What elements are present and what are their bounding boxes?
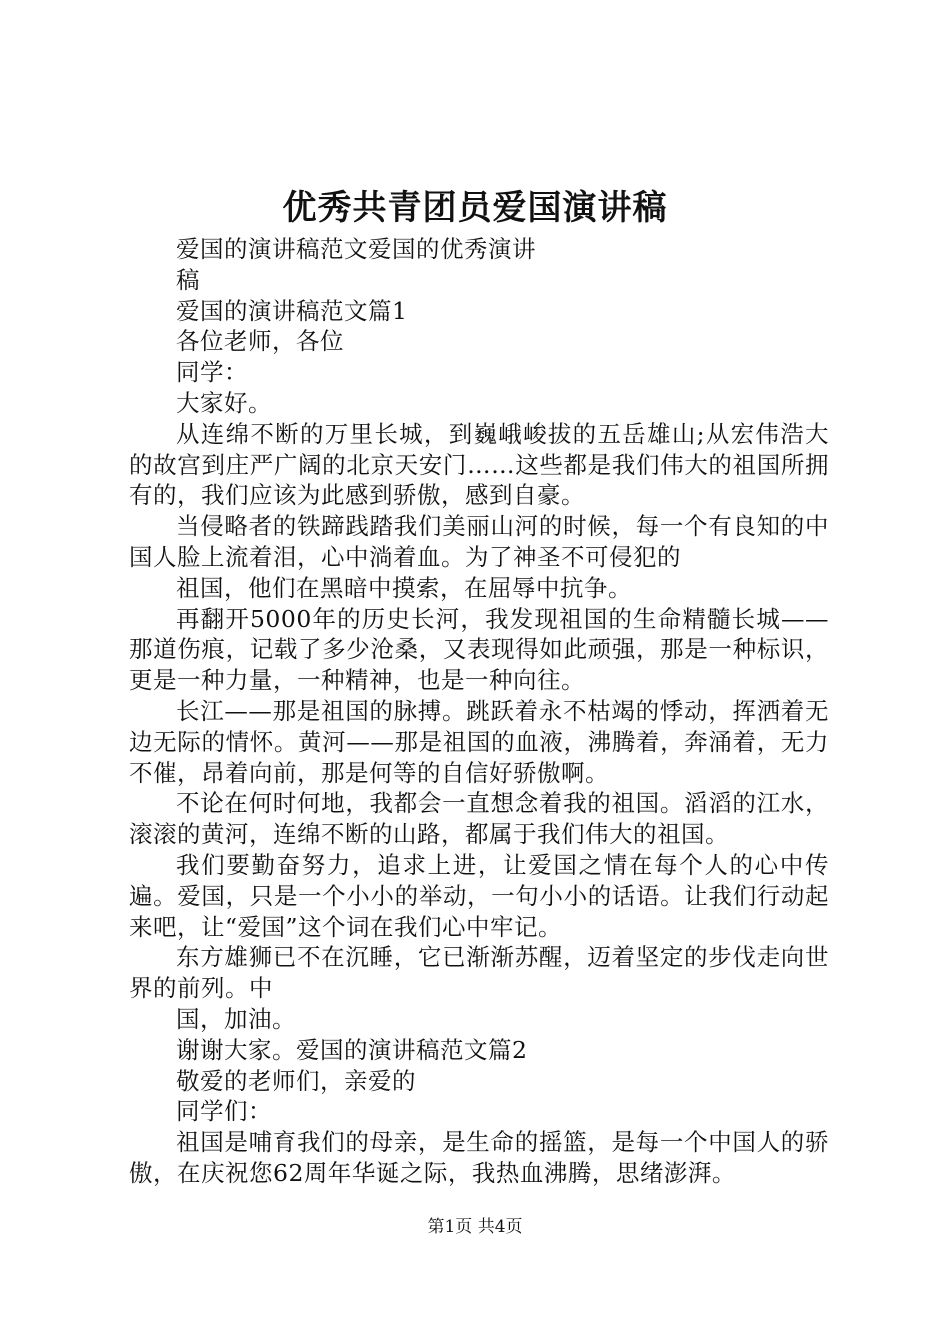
paragraph: 长江——那是祖国的脉搏。跳跃着永不枯竭的悸动，挥洒着无边无际的情怀。黄河——那是祖国的血液，沸腾着，奔涌着，无力不催，昂着向前，那是何等的自信好骄傲啊。 [129, 696, 829, 787]
paragraph: 稿 [176, 265, 200, 294]
paragraph: 东方雄狮已不在沉睡，它已渐渐苏醒，迈着坚定的步伐走向世界的前列。中 [129, 943, 829, 1003]
paragraph: 同学： [176, 358, 248, 387]
paragraph: 爱国的演讲稿范文篇1 [176, 296, 408, 325]
paragraph: 国，加油。 [176, 1004, 296, 1033]
paragraph: 祖国是哺育我们的母亲，是生命的摇篮，是每一个中国人的骄傲，在庆祝您62周年华诞之际，我热血沸腾，思绪澎湃。 [129, 1128, 829, 1187]
page-footer: 第1页 共4页 [427, 1217, 523, 1237]
paragraph: 再翻开5000年的历史长河，我发现祖国的生命精髓长城——那道伤痕，记载了多少沧桑，又表现得如此顽强，那是一种标识，更是一种力量，一种精神，也是一种向往。 [129, 604, 829, 695]
document-body [129, 234, 829, 1189]
paragraph: 当侵略者的铁蹄践踏我们美丽山河的时候，每一个有良知的中国人脸上流着泪，心中淌着血。为了神圣不可侵犯的 [129, 512, 829, 571]
paragraph: 不论在何时何地，我都会一直想念着我的祖国。滔滔的江水，滚滚的黄河，连绵不断的山路，都属于我们伟大的祖国。 [129, 789, 829, 849]
paragraph: 谢谢大家。爱国的演讲稿范文篇2 [176, 1035, 528, 1064]
document-title: 优秀共青团员爱国演讲稿 [282, 188, 668, 228]
paragraph: 祖国，他们在黑暗中摸索，在屈辱中抗争。 [176, 573, 632, 602]
paragraph: 敬爱的老师们，亲爱的 [176, 1066, 416, 1095]
paragraph: 大家好。 [176, 388, 272, 417]
paragraph: 爱国的演讲稿范文爱国的优秀演讲 [176, 235, 536, 263]
paragraph: 从连绵不断的万里长城，到巍峨峻拔的五岳雄山;从宏伟浩大的故宫到庄严广阔的北京天安门……这些都是我们伟大的祖国所拥有的，我们应该为此感到骄傲，感到自豪。 [129, 419, 829, 510]
paragraph: 各位老师，各位 [176, 327, 344, 356]
paragraph: 我们要勤奋努力，追求上进，让爱国之情在每个人的心中传遍。爱国，只是一个小小的举动，一句小小的话语。让我们行动起来吧，让“爱国”这个词在我们心中牢记。 [129, 850, 829, 941]
paragraph: 同学们： [176, 1097, 272, 1126]
